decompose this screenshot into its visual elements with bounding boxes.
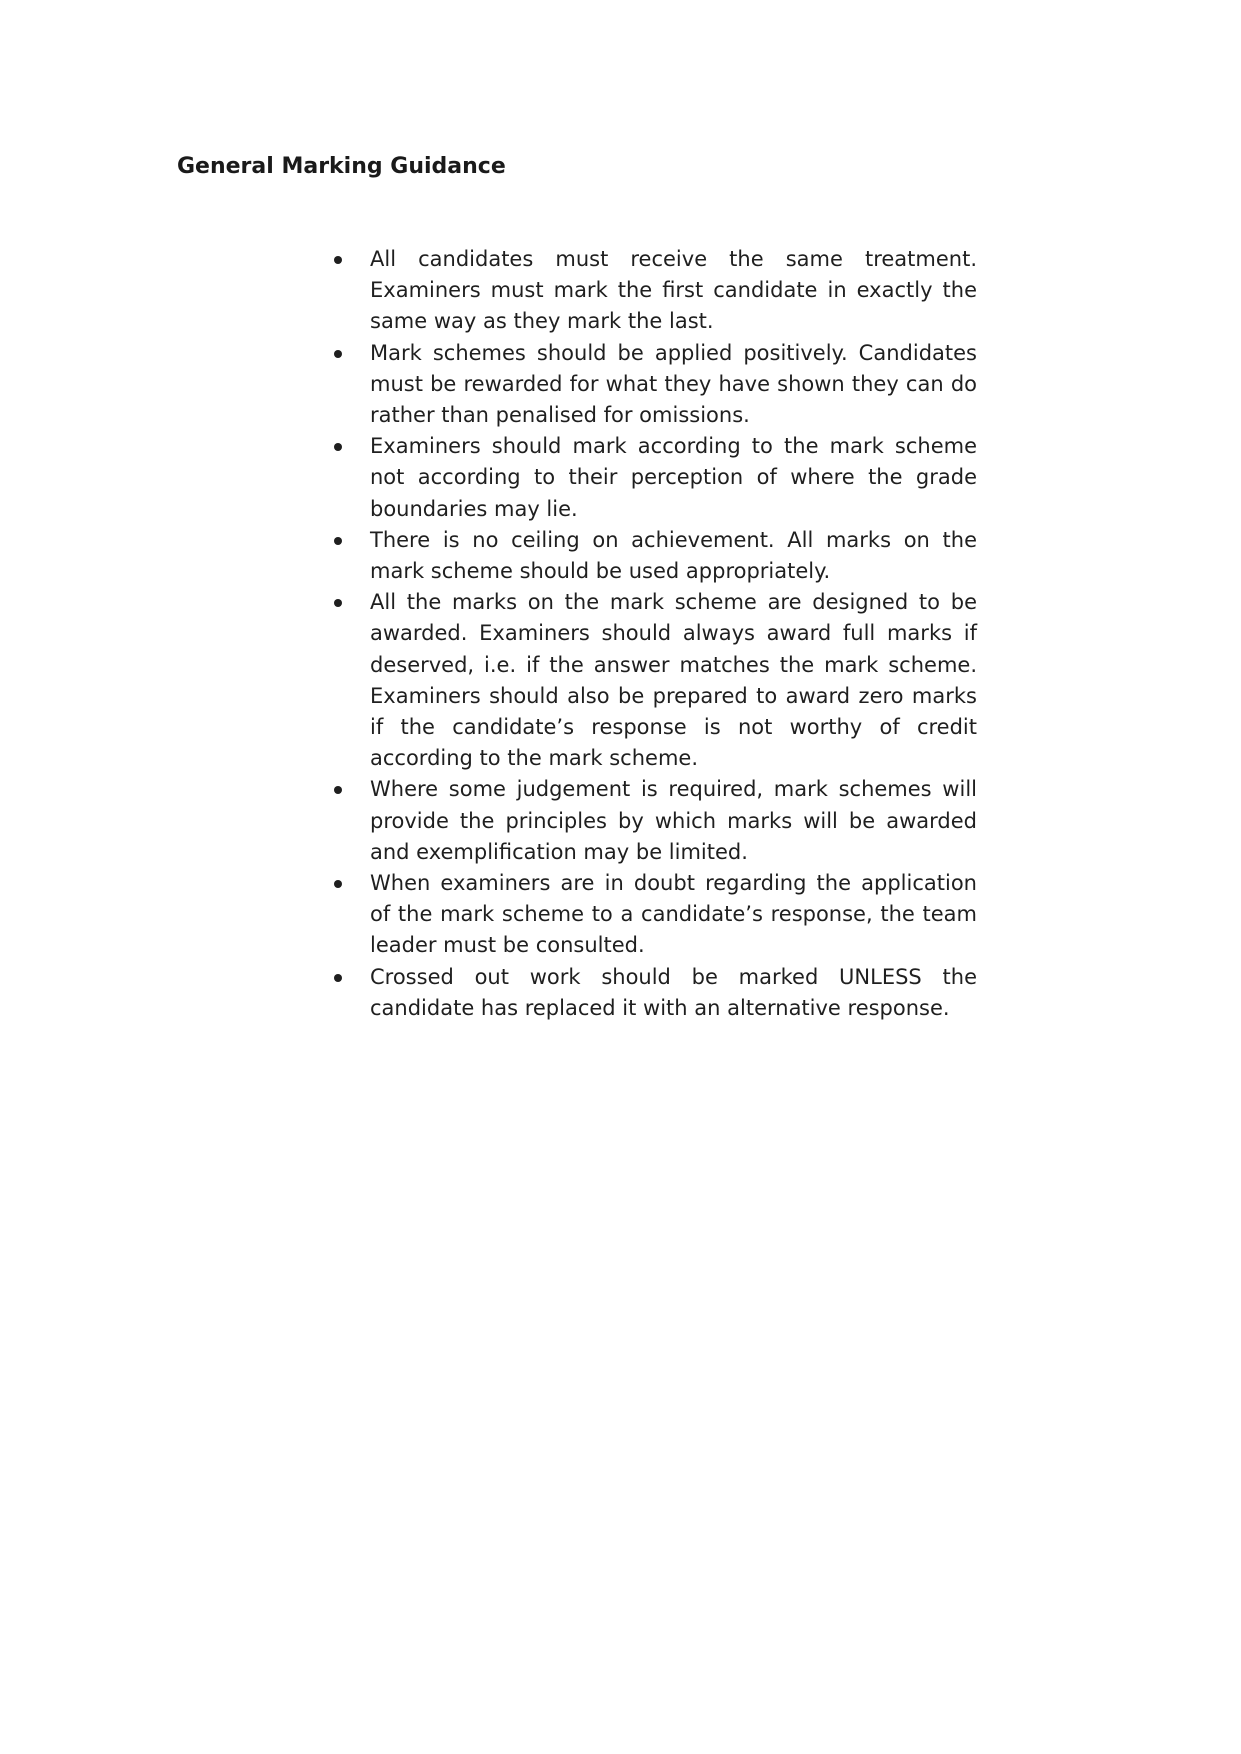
list-item	[331, 962, 977, 1024]
list-item	[331, 244, 977, 338]
bullet-icon	[334, 599, 342, 607]
list-item	[331, 868, 977, 962]
bullet-icon	[334, 256, 342, 264]
list-item-text: When examiners are in doubt regarding the application of the mark scheme to a candidate’s response, the team leader must be consulted.	[370, 871, 977, 958]
list-item	[331, 431, 977, 525]
bullet-icon	[334, 443, 342, 451]
list-item-text: Where some judgement is required, mark schemes will provide the principles by which marks will be awarded and exemplification may be limited.	[370, 777, 977, 864]
list-item-text: All candidates must receive the same treatment. Examiners must mark the first candidate in exactly the same way as they mark the last.	[370, 247, 977, 334]
page-title: General Marking Guidance	[177, 154, 506, 179]
bullet-icon	[334, 786, 342, 794]
bullet-icon	[334, 974, 342, 982]
list-item-text: Examiners should mark according to the mark scheme not according to their perception of where the grade boundaries may lie.	[370, 434, 977, 521]
list-item-text: All the marks on the mark scheme are designed to be awarded. Examiners should always award full marks if deserved, i.e. if the answer matches the mark scheme. Examiners should also be prepared to award zero marks if the candidate’s response is not worthy of credit according to the mark scheme.	[370, 590, 977, 771]
list-item-text: Crossed out work should be marked UNLESS the candidate has replaced it with an alternative response.	[370, 964, 977, 1020]
list-item	[331, 587, 977, 774]
list-item-text: Mark schemes should be applied positively. Candidates must be rewarded for what they have shown they can do rather than penalised for omissions.	[370, 340, 977, 428]
list-item	[331, 338, 977, 432]
bullet-icon	[334, 880, 342, 888]
guidance-list	[331, 244, 977, 1024]
list-item	[331, 774, 977, 868]
bullet-icon	[334, 350, 342, 358]
list-item-text: There is no ceiling on achievement. All marks on the mark scheme should be used appropriately.	[370, 527, 977, 584]
list-item	[331, 525, 977, 587]
bullet-icon	[334, 537, 342, 545]
